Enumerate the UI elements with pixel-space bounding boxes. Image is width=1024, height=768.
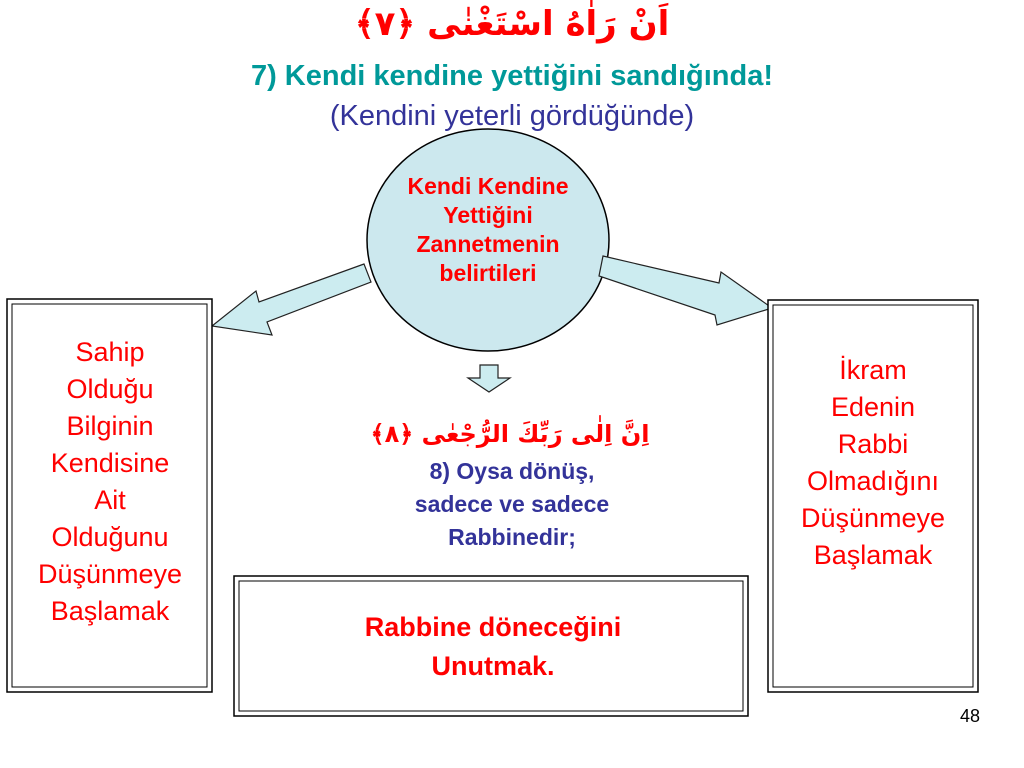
right-box-line: Olmadığını <box>806 466 940 496</box>
center-line: Kendi Kendine <box>407 173 569 199</box>
bottom-box-text <box>240 608 746 686</box>
center-line: Yettiğini <box>443 202 533 228</box>
left-box-line: Olduğu <box>66 374 154 404</box>
center-circle-text <box>368 172 608 288</box>
middle-line: 8) Oysa dönüş, <box>429 458 595 484</box>
left-box-line: Başlamak <box>50 596 170 626</box>
middle-text <box>352 455 672 554</box>
middle-line: sadece ve sadece <box>414 491 610 517</box>
left-box-text <box>14 334 206 630</box>
down-arrow <box>468 365 510 392</box>
right-arrow <box>599 256 772 325</box>
title-subtitle: (Kendini yeterli gördüğünde) <box>329 100 695 132</box>
left-box-line: Bilginin <box>66 411 154 441</box>
middle-arabic-verse: اِنَّ اِلٰى رَبِّكَ الرُّجْعٰى ﴿٨﴾ <box>370 420 650 448</box>
center-line: belirtileri <box>439 260 537 286</box>
middle-line: Rabbinedir; <box>448 524 576 550</box>
right-box-text <box>774 352 972 574</box>
left-arrow <box>212 264 371 335</box>
bottom-box-line: Rabbine döneceğini <box>364 612 622 642</box>
right-box-line: Edenin <box>830 392 916 422</box>
left-box-line: Ait <box>94 485 126 515</box>
right-box-line: Rabbi <box>837 429 909 459</box>
right-box-line: İkram <box>839 355 907 385</box>
page-number: 48 <box>959 706 980 726</box>
left-box-line: Olduğunu <box>51 522 169 552</box>
right-box-line: Düşünmeye <box>800 503 946 533</box>
left-box-line: Düşünmeye <box>37 559 183 589</box>
bottom-box-line: Unutmak. <box>431 651 555 681</box>
left-box-line: Sahip <box>75 337 145 367</box>
title-main: 7) Kendi kendine yettiğini sandığında! <box>250 60 774 92</box>
title-arabic-verse: اَنْ رَاٰهُ اسْتَغْنٰى ﴿٧﴾ <box>354 4 670 44</box>
center-line: Zannetmenin <box>416 231 560 257</box>
right-box-line: Başlamak <box>813 540 933 570</box>
left-box-line: Kendisine <box>50 448 170 478</box>
